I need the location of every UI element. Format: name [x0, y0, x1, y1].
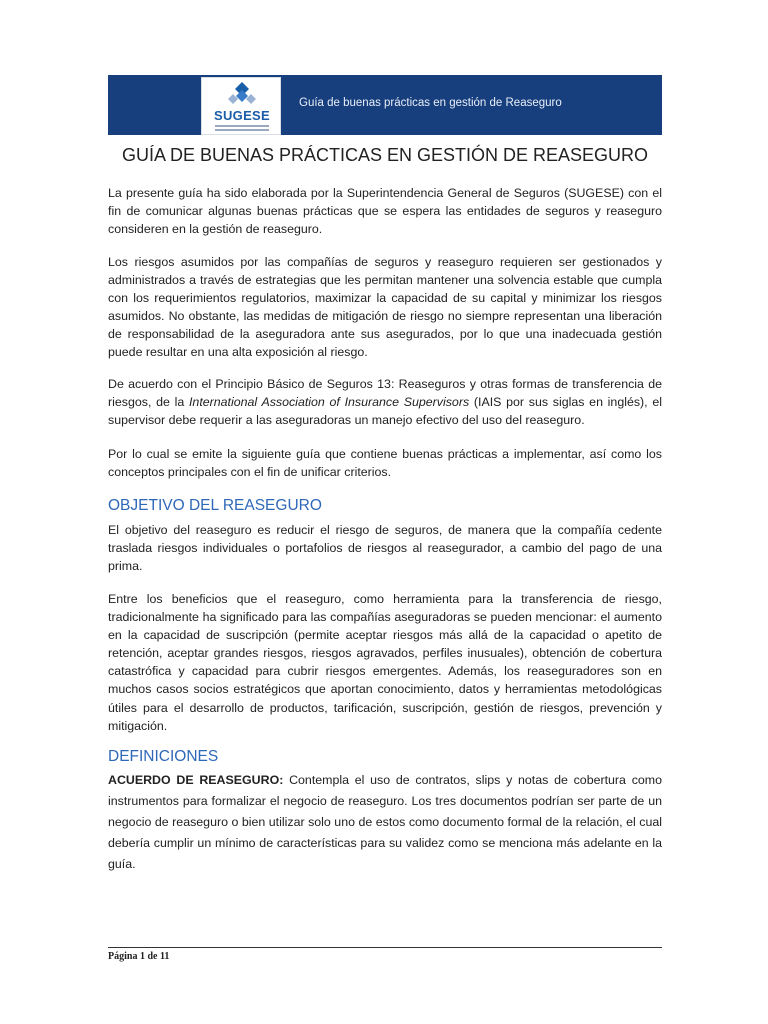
- logo-text: SUGESE: [214, 108, 270, 123]
- logo-subtitle-line: [215, 125, 269, 127]
- document-title: GUÍA DE BUENAS PRÁCTICAS EN GESTIÓN DE REASEGURO: [121, 145, 649, 165]
- section-heading: DEFINICIONES: [108, 748, 219, 765]
- logo-mark-icon: [227, 81, 257, 108]
- definition-term: ACUERDO DE REASEGURO:: [108, 773, 284, 787]
- principle-emphasis: International Association of Insurance Supervisors: [188, 395, 470, 410]
- closing-intro-paragraph: Por lo cual se emite la siguiente guía que contiene buenas prácticas a implementar, así como los conceptos principales con el fin de unificar criterios.: [108, 447, 662, 480]
- sugese-logo: [201, 77, 281, 135]
- definition-paragraph: [108, 770, 662, 875]
- principle-text: De acuerdo con el Principio Básico de Seguros 13: Reaseguros y otras formas de transferencia de riesgos, de la: [108, 377, 662, 410]
- intro-paragraph: Los riesgos asumidos por las compañías de seguros y reaseguro requieren ser gestionados y administrados a través de estrategias que les permitan mantener una solvencia estable que cumpla con los requerimientos regulatorios, maximizar la capacidad de su capital y minimizar los riesgos asumidos. No obstante, las medidas de mitigación de riesgo no siempre representan una liberación de responsabilidad de la aseguradora ante sus asegurados, por lo que una inadecuada gestión puede resultar en una alta exposición al riesgo.: [108, 255, 662, 360]
- intro-paragraph: La presente guía ha sido elaborada por la Superintendencia General de Seguros (SUGESE) con el fin de comunicar algunas buenas prácticas que se espera las entidades de seguros y reaseguro consideren en la gestión de reaseguro.: [108, 186, 662, 237]
- page-number: Página 1 de 11: [108, 951, 170, 962]
- section-heading: OBJETIVO DEL REASEGURO: [108, 497, 322, 514]
- definition-text: Contempla el uso de contratos, slips y notas de cobertura como instrumentos para formalizar el negocio de reaseguro. Los tres documentos podrían ser parte de un negocio de reaseguro o bien utilizar solo uno de estos como documento formal de la relación, el cual debería cumplir un mínimo de características para su validez como se menciona más adelante en la guía.: [108, 773, 662, 871]
- principle-text: (IAIS por sus siglas en inglés), el supervisor debe requerir a las aseguradoras un manejo efectivo del uso del reaseguro.: [108, 395, 662, 428]
- footer-rule: [108, 947, 662, 948]
- section-paragraph: Entre los beneficios que el reaseguro, como herramienta para la transferencia de riesgo, tradicionalmente ha significado para las compañías aseguradoras se pueden mencionar: el aumento en la capacidad de suscripción (permite aceptar riesgos más allá de la capacidad o apetito de retención, aceptar grandes riesgos, riesgos agravados, perfiles inusuales), obtención de cobertura catastrófica y capacidad para cubrir riesgos emergentes. Además, los reaseguradores son en muchos casos socios estratégicos que aportan conocimiento, datos y herramientas metodológicas útiles para el desarrollo de productos, tarificación, suscripción, gestión de riesgos, prevención y mitigación.: [108, 592, 662, 733]
- logo-subtitle-line: [215, 129, 269, 131]
- principle-paragraph: [108, 375, 662, 429]
- running-title: Guía de buenas prácticas en gestión de Reaseguro: [299, 97, 562, 109]
- section-paragraph: El objetivo del reaseguro es reducir el riesgo de seguros, de manera que la compañía cedente traslada riesgos individuales o portafolios de riesgos al reasegurador, a cambio del pago de una prima.: [108, 523, 662, 574]
